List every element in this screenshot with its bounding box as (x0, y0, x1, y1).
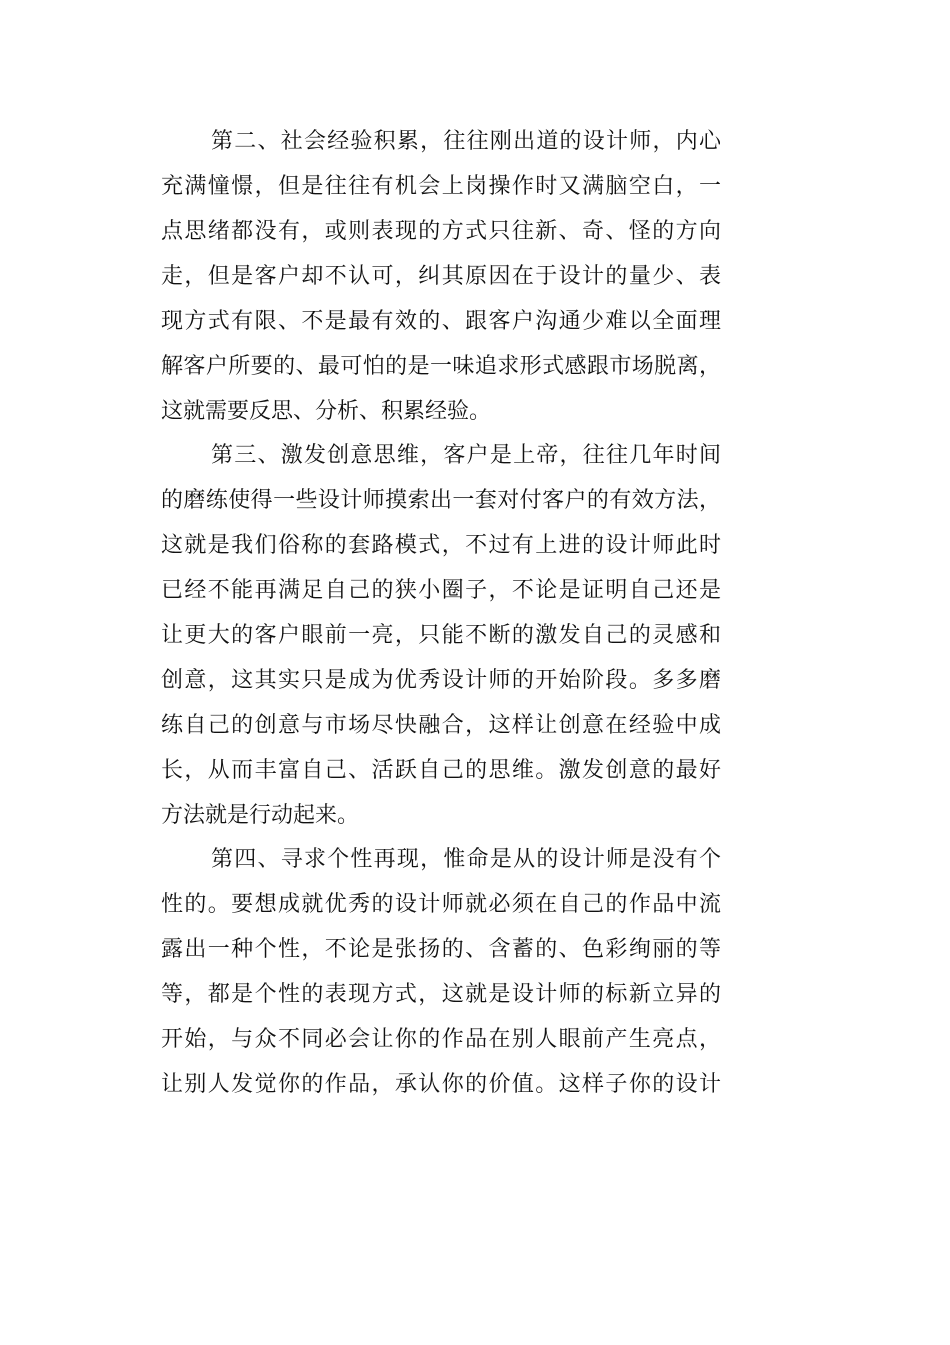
text-line: 露出一种个性，不论是张扬的、含蓄的、色彩绚丽的等 (161, 937, 721, 962)
text-line: 开始，与众不同必会让你的作品在别人眼前产生亮点， (161, 1027, 721, 1052)
text-line: 方法就是行动起来。 (161, 803, 360, 828)
text-line: 这就是我们俗称的套路模式，不过有上进的设计师此时 (161, 533, 721, 558)
text-line: 第四、寻求个性再现，惟命是从的设计师是没有个 (211, 847, 721, 872)
paragraph-creative-thinking (161, 433, 721, 838)
text-line: 让别人发觉你的作品，承认你的价值。这样子你的设计 (161, 1072, 721, 1097)
paragraph-personality (161, 837, 721, 1107)
text-line: 充满憧憬，但是往往有机会上岗操作时又满脑空白，一 (161, 174, 721, 199)
body-text (161, 119, 721, 1106)
text-line: 点思绪都没有，或则表现的方式只往新、奇、怪的方向 (161, 219, 721, 244)
paragraph-social-experience (161, 119, 721, 434)
text-line: 让更大的客户眼前一亮，只能不断的激发自己的灵感和 (161, 623, 721, 648)
text-line: 等，都是个性的表现方式，这就是设计师的标新立异的 (161, 982, 721, 1007)
text-line: 已经不能再满足自己的狭小圈子，不论是证明自己还是 (161, 578, 721, 603)
text-line: 长，从而丰富自己、活跃自己的思维。激发创意的最好 (161, 758, 721, 783)
text-line: 练自己的创意与市场尽快融合，这样让创意在经验中成 (161, 713, 721, 738)
text-line: 的磨练使得一些设计师摸索出一套对付客户的有效方法， (161, 488, 721, 513)
text-line: 创意，这其实只是成为优秀设计师的开始阶段。多多磨 (161, 668, 721, 693)
text-line: 第二、社会经验积累，往往刚出道的设计师，内心 (211, 129, 721, 154)
text-line: 第三、激发创意思维，客户是上帝，往往几年时间 (211, 443, 721, 468)
text-line: 解客户所要的、最可怕的是一味追求形式感跟市场脱离， (161, 354, 721, 379)
text-line: 性的。要想成就优秀的设计师就必须在自己的作品中流 (161, 892, 721, 917)
text-line: 现方式有限、不是最有效的、跟客户沟通少难以全面理 (161, 309, 721, 334)
text-line: 这就需要反思、分析、积累经验。 (161, 399, 492, 424)
text-line: 走，但是客户却不认可，纠其原因在于设计的量少、表 (161, 264, 721, 289)
